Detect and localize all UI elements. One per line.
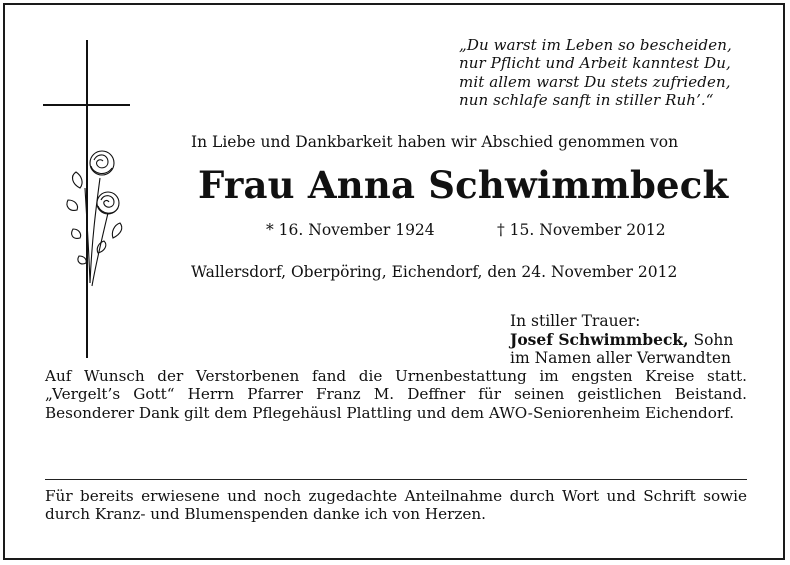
- memorial-poem: [459, 36, 759, 110]
- poem-line: nun schlafe sanft in stiller Ruh’.“: [459, 91, 714, 110]
- signoff-family: im Namen aller Verwandten: [510, 349, 731, 367]
- poem-line: nur Pflicht und Arbeit kanntest Du,: [459, 54, 731, 73]
- urn-burial-paragraph: Auf Wunsch der Verstorbenen fand die Urnenbestattung im engsten Kreise statt. „Vergelt’s Gott“ Herrn Pfarrer Franz M. Deffner für seinen geistlichen Beistand. Besonderer Dank gilt dem Pflegehäusl Plattling und dem AWO-Seniorenheim Eichendorf.: [45, 367, 747, 422]
- mourner-relation: Sohn: [688, 330, 734, 349]
- deceased-name: Frau Anna Schwimmbeck: [198, 163, 729, 207]
- intro-text: In Liebe und Dankbarkeit haben wir Abschied genommen von: [191, 133, 679, 151]
- mourner-name: Josef Schwimmbeck,: [510, 329, 689, 349]
- rose-icon: [67, 151, 122, 286]
- signoff-mourner: [510, 331, 733, 350]
- cross-icon: [43, 40, 130, 358]
- thanks-paragraph: Für bereits erwiesene und noch zugedachte Anteilnahme durch Wort und Schrift sowie durch Kranz- und Blumenspenden danke ich von Herzen.: [45, 487, 747, 524]
- birth-date: * 16. November 1924: [266, 221, 435, 239]
- poem-line: mit allem warst Du stets zufrieden,: [459, 72, 731, 91]
- divider: [45, 479, 747, 480]
- place-and-date: Wallersdorf, Oberpöring, Eichendorf, den 24. November 2012: [191, 263, 678, 281]
- poem-line: „Du warst im Leben so bescheiden,: [459, 36, 732, 54]
- mourners-signoff: [510, 312, 733, 368]
- death-date: † 15. November 2012: [497, 221, 666, 239]
- signoff-heading: In stiller Trauer:: [510, 312, 641, 330]
- cross-with-roses-icon: [40, 38, 140, 363]
